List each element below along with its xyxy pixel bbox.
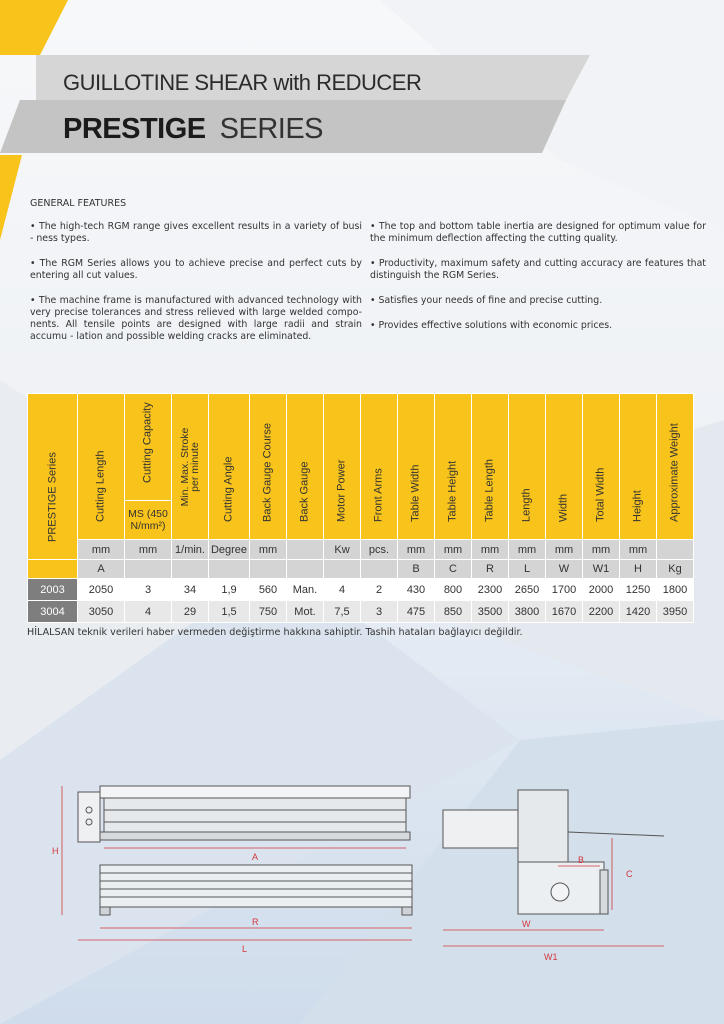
col-header: Table Length [472, 394, 509, 540]
disclaimer-note: HİLALSAN teknik verileri haber vermeden değiştirme hakkına sahiptir. Tashih hataları bağlayıcı değildir. [27, 627, 523, 638]
dim-label-a: A [252, 852, 259, 862]
table-row: 2003 2050 3 34 1,9 560 Man. 4 2 430 800 2300 2650 1700 2000 1250 1800 [28, 579, 694, 601]
dim-label-w: W [522, 919, 531, 929]
spec-table [27, 393, 694, 623]
col-header: Back Gauge Course [250, 394, 287, 540]
table-row: 3004 3050 4 29 1,5 750 Mot. 7,5 3 475 850 3500 3800 1670 2200 1420 3950 [28, 601, 694, 623]
front-view-drawing [78, 786, 412, 915]
col-header: Min. Max. Stroke per minute [172, 394, 209, 540]
dim-label-w1: W1 [544, 952, 558, 962]
capacity-subheader: MS (450 N/mm²) [125, 501, 172, 540]
col-header: Approximate Weight [657, 394, 694, 540]
col-header: Cutting Angle [209, 394, 250, 540]
page-title [63, 113, 323, 146]
features-right-column [370, 221, 706, 345]
col-header: Height [620, 394, 657, 540]
page-subtitle: GUILLOTINE SHEAR with REDUCER [63, 70, 422, 95]
col-header: Front Arms [361, 394, 398, 540]
dimension-row: A B C R L W W1 H Kg [28, 560, 694, 579]
col-header: Width [546, 394, 583, 540]
series-header-label: PRESTIGE Series [46, 452, 58, 542]
col-header: Total Width [583, 394, 620, 540]
series-name: PRESTIGE [63, 113, 206, 145]
col-header: Cutting Length [78, 394, 125, 540]
technical-drawings [0, 770, 724, 970]
col-header: Back Gauge [287, 394, 324, 540]
feature-item: • The high-tech RGM range gives excellent results in a variety of busi - ness types. [30, 221, 362, 244]
side-view-drawing [443, 790, 664, 914]
series-header [28, 394, 78, 560]
features-left-column [30, 221, 362, 356]
col-header: Table Height [435, 394, 472, 540]
feature-item: • The top and bottom table inertia are designed for optimum value for the minimum deflection affecting the cutting quality. [370, 221, 706, 244]
dim-label-l: L [242, 944, 248, 954]
feature-item: • The RGM Series allows you to achieve precise and perfect cuts by entering all cut values. [30, 258, 362, 281]
dim-label-h: H [52, 846, 59, 856]
units-row: mm mm 1/min. Degree mm Kw pcs. mm mm mm mm mm mm mm [28, 540, 694, 560]
dim-label-b: B [578, 855, 585, 865]
col-header: Cutting Capacity [125, 394, 172, 501]
feature-item: • The machine frame is manufactured with advanced technology with very precise tolerances and stress relieved with large welded compo- nents. All tensile points are designed with large radii and strain accumu - lation and possible welding cracks are eliminated. [30, 295, 362, 342]
col-header: Table Width [398, 394, 435, 540]
feature-item: • Productivity, maximum safety and cutting accuracy are features that distinguish the RGM Series. [370, 258, 706, 281]
general-features-heading: GENERAL FEATURES [30, 198, 127, 209]
dim-label-c: C [626, 869, 633, 879]
feature-item: • Satisfies your needs of fine and precise cutting. [370, 295, 603, 306]
dim-label-r: R [252, 917, 259, 927]
series-word: SERIES [219, 113, 324, 145]
col-header: Motor Power [324, 394, 361, 540]
feature-item: • Provides effective solutions with economic prices. [370, 320, 613, 331]
col-header: Length [509, 394, 546, 540]
